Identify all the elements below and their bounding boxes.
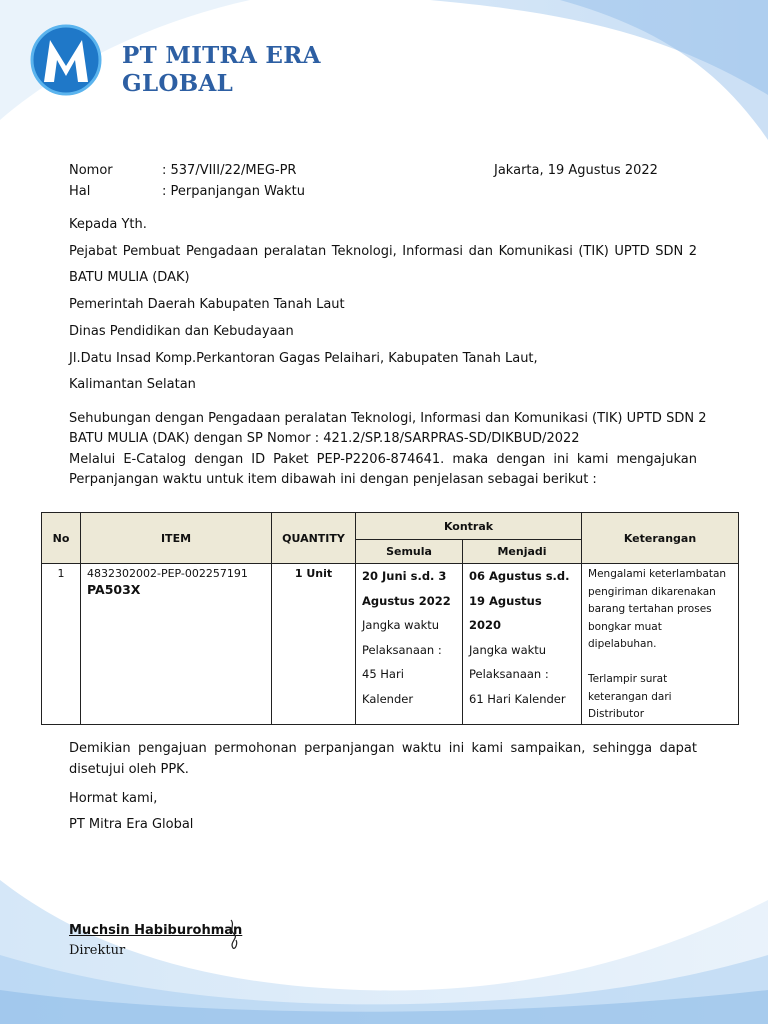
regards: Hormat kami,: [69, 791, 158, 806]
table-row: [42, 564, 739, 725]
semula-line: Jangka waktu: [362, 618, 440, 632]
body-line2: BATU MULIA (DAK) dengan SP Nomor : 421.2/SP.18/SARPRAS-SD/DIKBUD/2022: [69, 431, 580, 446]
keterangan-line: dipelabuhan.: [588, 638, 657, 650]
row-menjadi: [463, 564, 582, 725]
keterangan-line: Mengalami keterlambatan: [588, 568, 727, 580]
recipient-line2: BATU MULIA (DAK): [69, 270, 190, 285]
hal-value: : Perpanjangan Waktu: [162, 184, 305, 199]
col-item-header: ITEM: [81, 513, 272, 564]
menjadi-line: 61 Hari Kalender: [469, 691, 566, 706]
semula-line: Agustus 2022: [362, 593, 451, 608]
keterangan-line: Terlampir surat: [588, 673, 668, 685]
semula-line: Pelaksanaan :: [362, 642, 442, 657]
col-semula-header: Semula: [356, 540, 463, 564]
company-name: [122, 42, 321, 98]
col-quantity-header: QUANTITY: [272, 513, 356, 564]
semula-line: 20 Juni s.d. 3: [362, 569, 447, 583]
row-item: [81, 564, 272, 725]
keterangan-line: bongkar muat: [588, 620, 662, 633]
recipient-line1: Pejabat Pembuat Pengadaan peralatan Teknologi, Informasi dan Komunikasi (TIK) UPTD SDN 2: [69, 244, 697, 259]
closing-company: PT Mitra Era Global: [69, 817, 194, 832]
recipient-line4: Dinas Pendidikan dan Kebudayaan: [69, 324, 294, 339]
semula-line: 45 Hari: [362, 667, 404, 681]
row-keterangan: [582, 564, 739, 725]
m-logo-icon: [28, 24, 104, 96]
recipient-line6: Kalimantan Selatan: [69, 377, 196, 392]
closing-line1: Demikian pengajuan permohonan perpanjangan waktu ini kami sampaikan, sehingga dapat: [69, 741, 697, 756]
signer-name: Muchsin Habiburohman: [69, 923, 243, 938]
row-quantity: 1 Unit: [272, 564, 356, 725]
body-line3: Melalui E-Catalog dengan ID Paket PEP-P2206-874641. maka dengan ini kami mengajukan: [69, 452, 697, 467]
keterangan-line: Distributor: [588, 708, 645, 720]
keterangan-line: keterangan dari: [588, 690, 672, 703]
item-name: PA503X: [87, 582, 141, 597]
col-no-header: No: [42, 513, 81, 564]
closing-line2: disetujui oleh PPK.: [69, 762, 189, 777]
col-keterangan-header: Keterangan: [582, 513, 739, 564]
semula-line: Kalender: [362, 691, 414, 706]
recipient-line3: Pemerintah Daerah Kabupaten Tanah Laut: [69, 297, 345, 312]
nomor-label: Nomor: [69, 163, 113, 178]
body-line1: Sehubungan dengan Pengadaan peralatan Teknologi, Informasi dan Komunikasi (TIK) UPTD SDN 2: [69, 411, 707, 426]
menjadi-line: Jangka waktu: [469, 642, 547, 657]
col-kontrak-header: Kontrak: [356, 513, 582, 540]
menjadi-line: 06 Agustus s.d.: [469, 569, 570, 583]
row-semula: [356, 564, 463, 725]
col-menjadi-header: Menjadi: [463, 540, 582, 564]
company-name-line1: PT MITRA ERA: [122, 42, 321, 69]
nomor-value: : 537/VIII/22/MEG-PR: [162, 163, 297, 178]
signer-title: Direktur: [69, 943, 126, 958]
hal-label: Hal: [69, 184, 91, 199]
extension-table: [41, 512, 739, 725]
greeting: Kepada Yth.: [69, 217, 147, 232]
menjadi-line: 19 Agustus 2020: [469, 593, 542, 632]
keterangan-line: barang tertahan proses: [588, 603, 712, 615]
signature-scribble: [225, 918, 245, 950]
menjadi-line: Pelaksanaan :: [469, 667, 549, 681]
body-line4: Perpanjangan waktu untuk item dibawah ini dengan penjelasan sebagai berikut :: [69, 472, 597, 487]
company-name-line2: GLOBAL: [122, 70, 234, 97]
item-code: 4832302002-PEP-002257191: [87, 567, 248, 580]
row-no: 1: [42, 564, 81, 725]
place-date: Jakarta, 19 Agustus 2022: [494, 163, 658, 178]
keterangan-line: pengiriman dikarenakan: [588, 585, 716, 598]
recipient-line5: Jl.Datu Insad Komp.Perkantoran Gagas Pelaihari, Kabupaten Tanah Laut,: [69, 351, 538, 366]
keterangan-spacer: [588, 654, 732, 672]
